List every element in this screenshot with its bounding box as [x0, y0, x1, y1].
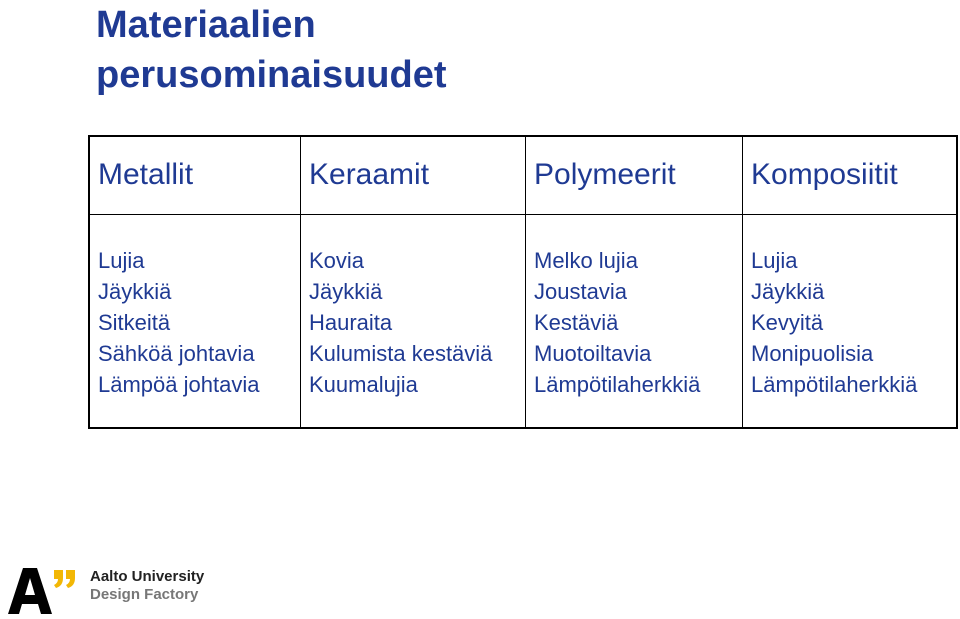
property-list	[751, 245, 917, 400]
list-item: Sähköä johtavia	[98, 341, 255, 366]
page-title	[96, 0, 447, 100]
list-item: Lujia	[751, 248, 798, 273]
column-header: Komposiitit	[751, 158, 898, 191]
logo-line-1: Aalto University	[90, 568, 205, 585]
list-item: Jäykkiä	[309, 279, 383, 304]
list-item: Hauraita	[309, 310, 393, 335]
logo-line-2: Design Factory	[90, 586, 199, 603]
list-item: Lämpötilaherkkiä	[534, 372, 701, 397]
column-header: Polymeerit	[534, 158, 676, 191]
column-header: Metallit	[98, 158, 194, 191]
list-item: Kuumalujia	[309, 372, 418, 397]
list-item: Jäykkiä	[98, 279, 172, 304]
property-list	[309, 245, 492, 400]
list-item: Kevyitä	[751, 310, 824, 335]
title-line-1: Materiaalien	[96, 4, 316, 46]
property-list	[98, 245, 259, 400]
list-item: Kestäviä	[534, 310, 619, 335]
property-list	[534, 245, 700, 400]
list-item: Sitkeitä	[98, 310, 171, 335]
list-item: Joustavia	[534, 279, 627, 304]
list-item: Kulumista kestäviä	[309, 341, 493, 366]
aalto-logo-icon	[8, 566, 78, 614]
list-item: Kovia	[309, 248, 365, 273]
column-header: Keraamit	[309, 158, 430, 191]
column-keraamit	[300, 137, 525, 427]
title-line-2: perusominaisuudet	[96, 54, 447, 96]
list-item: Jäykkiä	[751, 279, 825, 304]
logo-wordmark	[90, 568, 204, 604]
list-item: Lämpötilaherkkiä	[751, 372, 918, 397]
column-komposiitit	[742, 137, 956, 427]
column-metallit	[90, 137, 300, 427]
list-item: Lujia	[98, 248, 145, 273]
materials-table	[88, 135, 958, 429]
list-item: Muotoiltavia	[534, 341, 652, 366]
list-item: Melko lujia	[534, 248, 638, 273]
list-item: Monipuolisia	[751, 341, 874, 366]
list-item: Lämpöä johtavia	[98, 372, 260, 397]
aalto-design-factory-logo	[8, 560, 218, 616]
column-polymeerit	[525, 137, 742, 427]
